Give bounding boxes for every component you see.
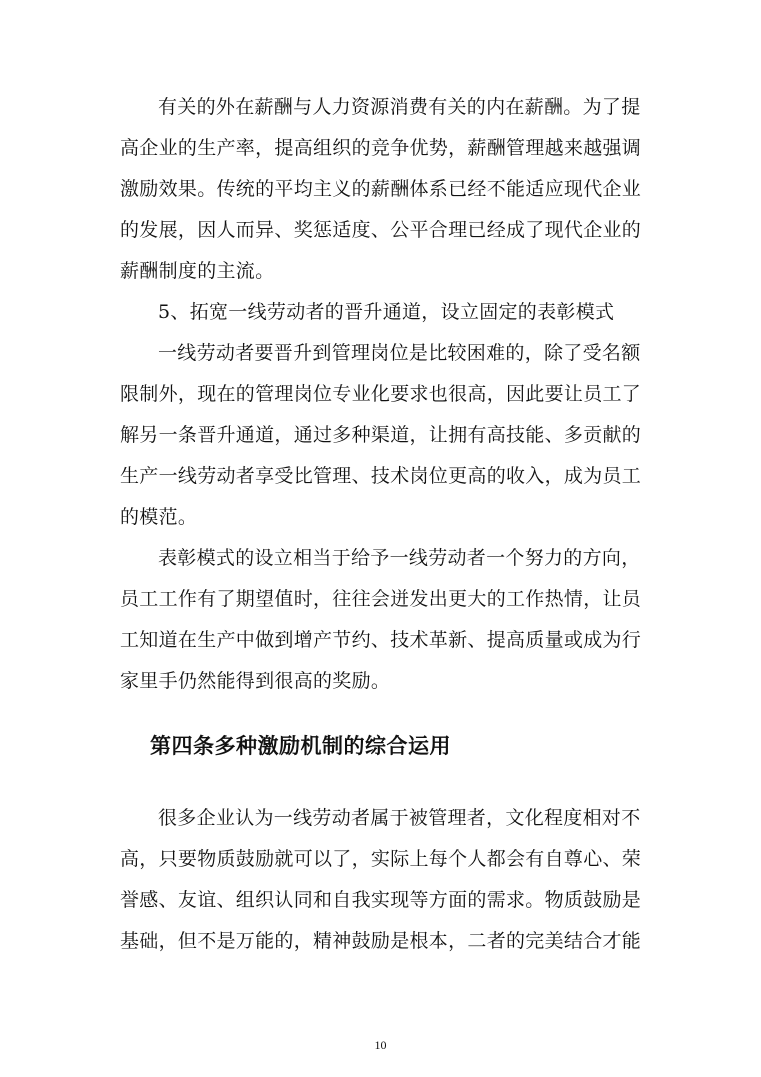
paragraph-line: 的模范。 bbox=[120, 506, 198, 528]
section-heading: 第四条多种激励机制的综合运用 bbox=[150, 734, 451, 758]
paragraph-line: 基础，但不是万能的，精神鼓励是根本，二者的完美结合才能 bbox=[120, 930, 642, 952]
paragraph-final bbox=[120, 798, 640, 962]
paragraph-line: 高企业的生产率，提高组织的竞争优势，薪酬管理越来越强调 bbox=[120, 137, 642, 159]
paragraph-line: 高，只要物质鼓励就可以了，实际上每个人都会有自尊心、荣 bbox=[120, 848, 642, 870]
paragraph-line: 工知道在生产中做到增产节约、技术革新、提高质量或成为行 bbox=[120, 629, 642, 651]
paragraph-line: 的发展，因人而异、奖惩适度、公平合理已经成了现代企业的 bbox=[120, 219, 642, 241]
paragraph-line: 誉感、友谊、组织认同和自我实现等方面的需求。物质鼓励是 bbox=[120, 889, 642, 911]
paragraph-line: 很多企业认为一线劳动者属于被管理者，文化程度相对不 bbox=[158, 807, 641, 829]
paragraph-line: 生产一线劳动者享受比管理、技术岗位更高的收入，成为员工 bbox=[120, 465, 642, 487]
paragraph-line: 表彰模式的设立相当于给予一线劳动者一个努力的方向， bbox=[158, 547, 641, 569]
paragraph-4 bbox=[120, 538, 640, 702]
page-number: 10 bbox=[374, 1038, 387, 1052]
paragraph-line: 薪酬制度的主流。 bbox=[120, 260, 275, 282]
paragraph-line: 5、拓宽一线劳动者的晋升通道，设立固定的表彰模式 bbox=[158, 301, 615, 323]
paragraph-line: 激励效果。传统的平均主义的薪酬体系已经不能适应现代企业 bbox=[120, 178, 642, 200]
paragraph-1 bbox=[120, 87, 640, 292]
paragraph-3 bbox=[120, 333, 640, 538]
paragraph-line: 一线劳动者要晋升到管理岗位是比较困难的，除了受名额 bbox=[158, 342, 641, 364]
paragraph-line: 有关的外在薪酬与人力资源消费有关的内在薪酬。为了提 bbox=[158, 96, 641, 118]
paragraph-line: 限制外，现在的管理岗位专业化要求也很高，因此要让员工了 bbox=[120, 383, 642, 405]
paragraph-line: 家里手仍然能得到很高的奖励。 bbox=[120, 670, 391, 692]
paragraph-line: 员工工作有了期望值时，往往会迸发出更大的工作热情，让员 bbox=[120, 588, 642, 610]
paragraph-line: 解另一条晋升通道，通过多种渠道，让拥有高技能、多贡献的 bbox=[120, 424, 642, 446]
numbered-subheading bbox=[120, 292, 640, 333]
